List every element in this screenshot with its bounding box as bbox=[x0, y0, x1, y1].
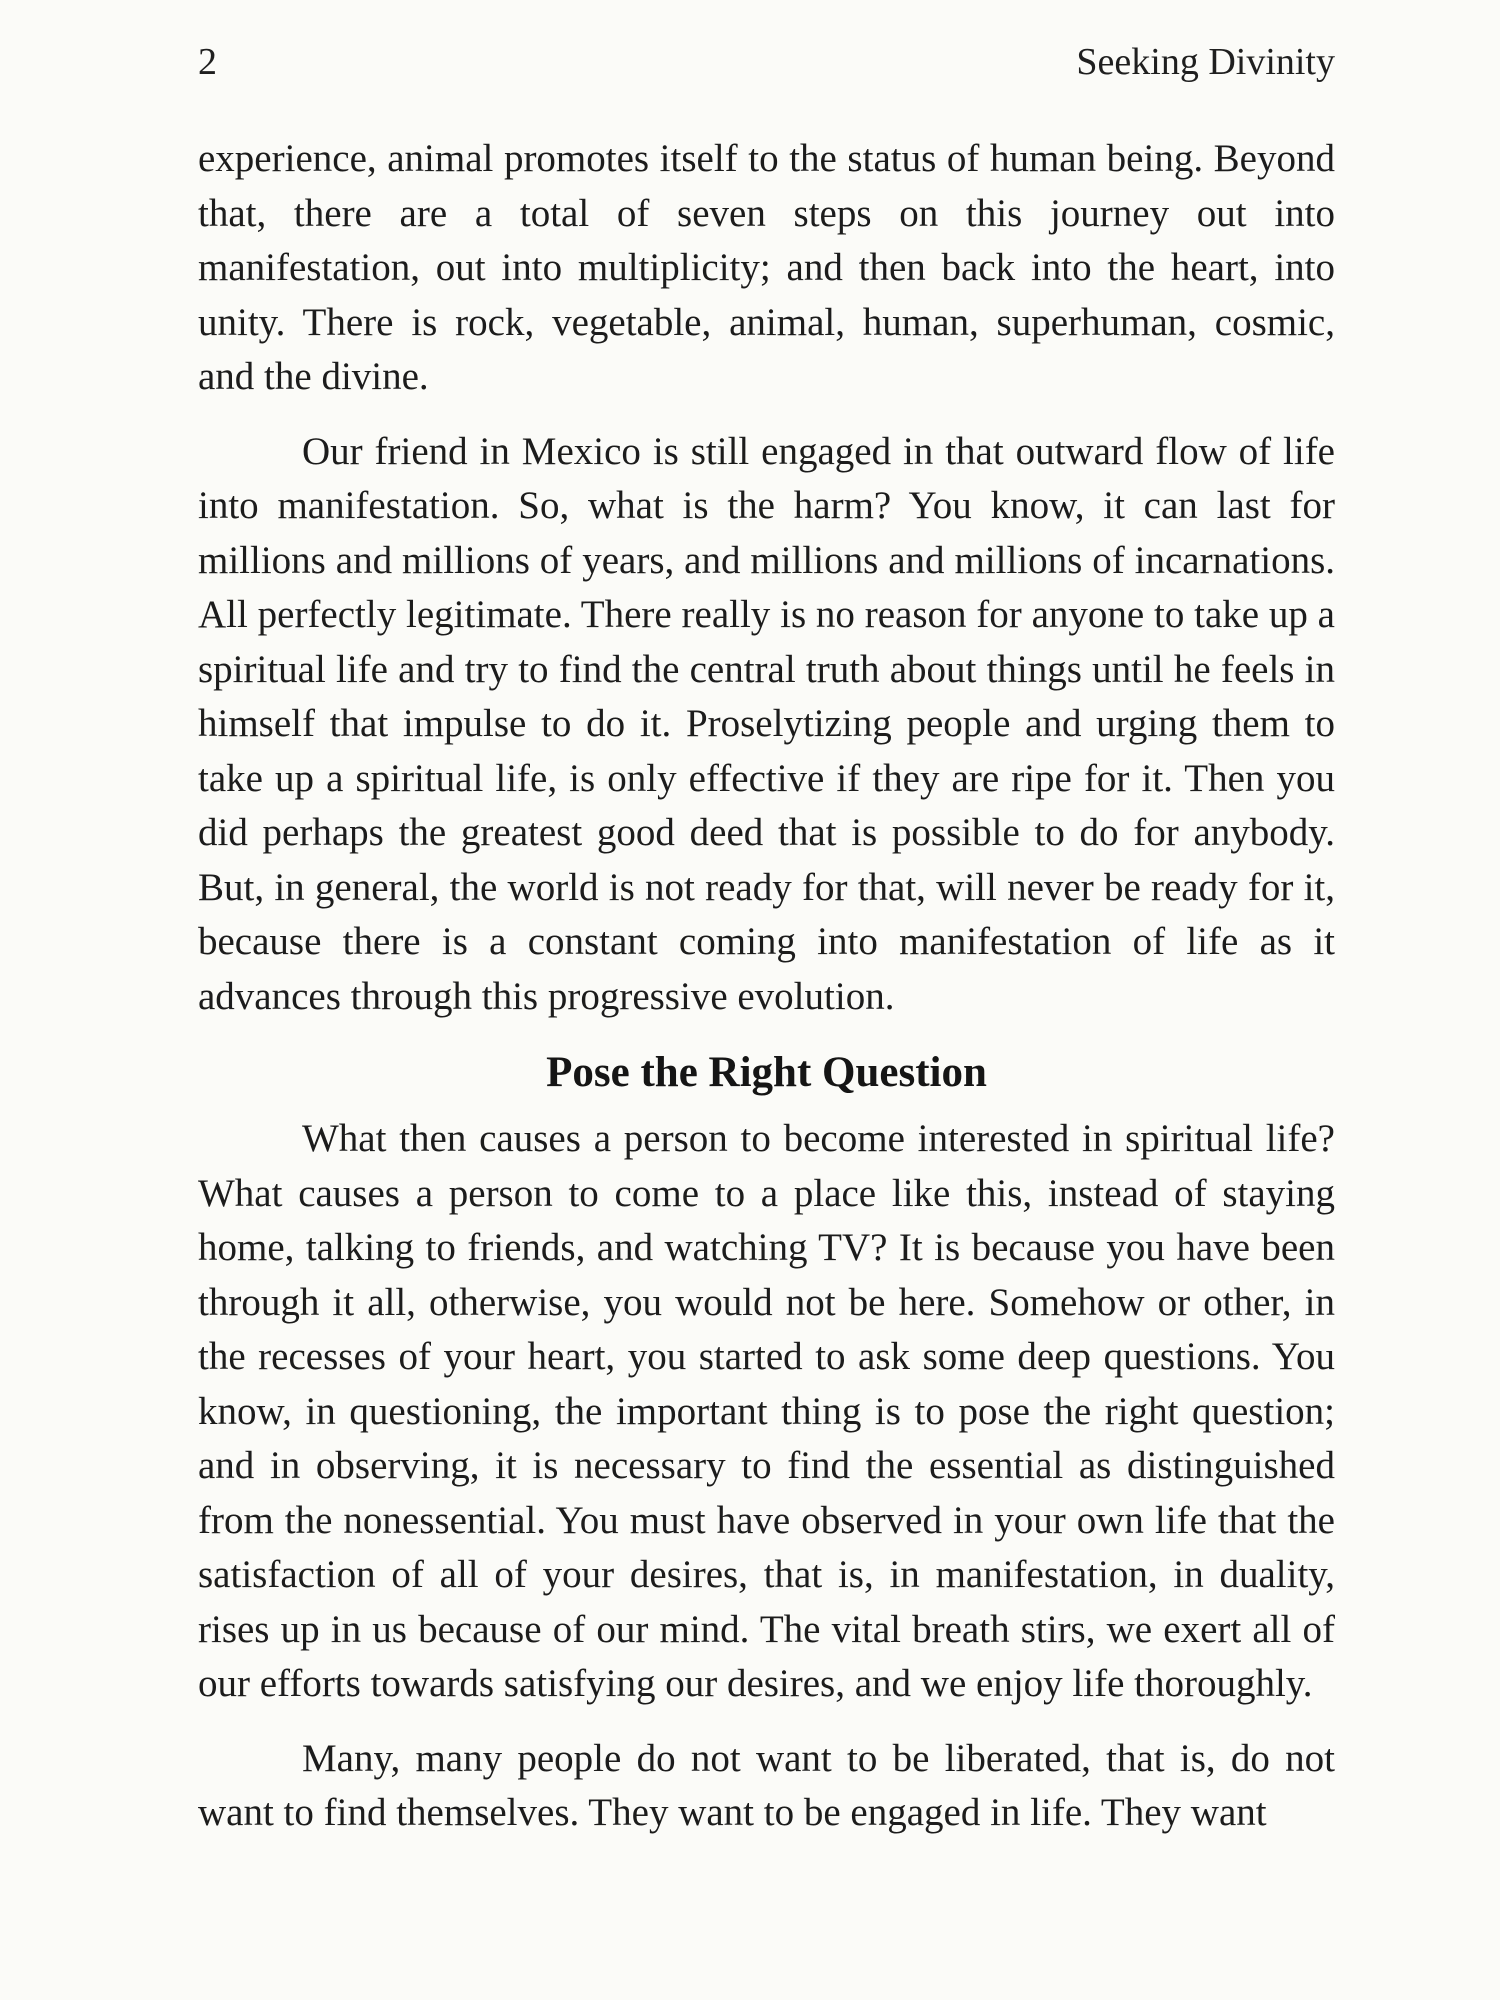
running-head: Seeking Divinity bbox=[1076, 41, 1335, 83]
paragraph-4: Many, many people do not want to be liberated, that is, do not want to find themselves. They want to be engaged in life. They want bbox=[198, 1736, 1335, 1834]
paragraph-2: Our friend in Mexico is still engaged in that outward flow of life into manifestation. So, what is the harm? You know, it can last for millions and millions of years, and millions and millions of incarnations. All perfectly legitimate. There really is no reason for anyone to take up a spiritual life and try to find the central truth about things until he feels in himself that impulse to do it. Proselytizing people and urging them to take up a spiritual life, is only effective if they are ripe for it. Then you did perhaps the greatest good deed that is possible to do for anybody. But, in general, the world is not ready for that, will never be ready for it, because there is a constant coming into manifestation of life as it advances through this progressive evolution. bbox=[198, 429, 1335, 1018]
section-heading: Pose the Right Question bbox=[546, 1049, 987, 1096]
page-header bbox=[198, 40, 1335, 90]
paragraph-1: experience, animal promotes itself to the status of human being. Beyond that, there are a total of seven steps on this journey out into manifestation, out into multiplicity; and then back into the heart, into unity. There is rock, vegetable, animal, human, superhuman, cosmic, and the divine. bbox=[198, 137, 1335, 398]
paragraph-3: What then causes a person to become interested in spiritual life? What causes a person to come to a place like this, instead of staying home, talking to friends, and watching TV? It is because you have been through it all, otherwise, you would not be here. Somehow or other, in the recesses of your heart, you started to ask some deep questions. You know, in questioning, the important thing is to pose the right question; and in observing, it is necessary to find the essential as distinguished from the nonessential. You must have observed in your own life that the satisfaction of all of your desires, that is, in manifestation, in duality, rises up in us because of our mind. The vital breath stirs, we exert all of our efforts towards satisfying our desires, and we enjoy life thoroughly. bbox=[198, 1117, 1335, 1705]
body-text bbox=[198, 132, 1335, 1841]
page-number: 2 bbox=[198, 41, 217, 83]
